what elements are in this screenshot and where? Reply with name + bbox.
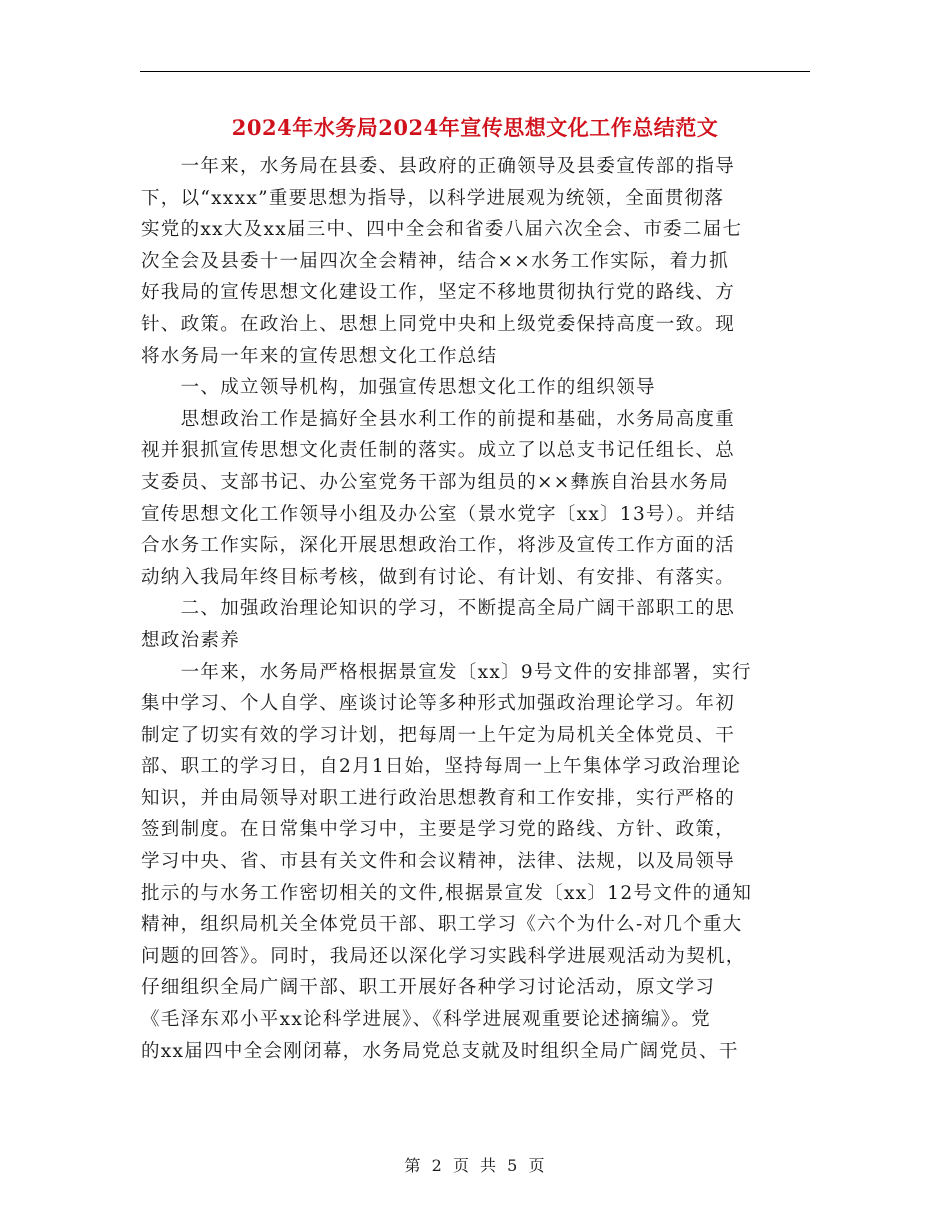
body-line: 下，以“xxxx”重要思想为指导，以科学进展观为统领，全面贯彻落: [141, 187, 725, 209]
body-line: 动纳入我局年终目标考核，做到有讨论、有计划、有安排、有落实。: [141, 566, 736, 588]
body-line: 问题的回答》。同时，我局还以深化学习实践科学进展观活动为契机，: [141, 945, 746, 967]
footer-page-word: 页: [452, 1156, 470, 1175]
body-line: 部、职工的学习日，自2月1日始，坚持每周一上午集体学习政治理论: [141, 756, 742, 778]
body-line: 支委员、支部书记、办公室党务干部为组员的××彝族自治县水务局: [141, 471, 730, 493]
body-line: 《毛泽东邓小平xx论科学进展》、《科学进展观重要论述摘编》。党: [141, 1009, 711, 1031]
body-line: 合水务工作实际，深化开展思想政治工作，将涉及宣传工作方面的活: [141, 535, 736, 557]
footer-total-word: 共: [480, 1156, 498, 1175]
body-line: 批示的与水务工作密切相关的文件,根据景宣发〔xx〕12号文件的通知: [141, 882, 753, 904]
body-line: 二、加强政治理论知识的学习，不断提高全局广阔干部职工的思: [141, 598, 736, 620]
body-line: 一、成立领导机构，加强宣传思想文化工作的组织领导: [141, 377, 656, 399]
body-line: 次全会及县委十一届四次全会精神，结合××水务工作实际，着力抓: [141, 250, 730, 272]
body-line: 一年来，水务局严格根据景宣发〔xx〕9号文件的安排部署，实行: [141, 661, 752, 683]
body-line: 签到制度。在日常集中学习中，主要是学习党的路线、方针、政策，: [141, 819, 736, 841]
document-title: 2024年水务局2024年宣传思想文化工作总结范文: [231, 115, 719, 140]
body-line: 想政治素养: [141, 629, 241, 651]
header-rule: [140, 71, 810, 72]
body-line: 集中学习、个人自学、座谈讨论等多种形式加强政治理论学习。年初: [141, 693, 736, 715]
body-line: 视并狠抓宣传思想文化责任制的落实。成立了以总支书记任组长、总: [141, 440, 736, 462]
body-line: 制定了切实有效的学习计划，把每周一上午定为局机关全体党员、干: [141, 724, 736, 746]
body-line: 一年来，水务局在县委、县政府的正确领导及县委宣传部的指导: [141, 156, 736, 177]
body-line: 学习中央、省、市县有关文件和会议精神，法律、法规，以及局领导: [141, 851, 736, 873]
body-line: 针、政策。在政治上、思想上同党中央和上级党委保持高度一致。现: [141, 313, 736, 335]
body-line: 仔细组织全局广阔干部、职工开展好各种学习讨论活动，原文学习: [141, 977, 716, 999]
footer-suffix: 页: [528, 1156, 546, 1175]
body-line: 知识，并由局领导对职工进行政治思想教育和工作安排，实行严格的: [141, 787, 736, 809]
body-line: 实党的xx大及xx届三中、四中全会和省委八届六次全会、市委二届七: [141, 219, 743, 241]
page-footer: [0, 1153, 950, 1176]
footer-page-number: 2: [431, 1156, 443, 1175]
footer-total-pages: 5: [507, 1156, 519, 1175]
footer-prefix: 第: [404, 1156, 422, 1175]
body-line: 思想政治工作是搞好全县水利工作的前提和基础，水务局高度重: [141, 408, 736, 430]
body-line: 的xx届四中全会刚闭幕，水务局党总支就及时组织全局广阔党员、干: [141, 1040, 739, 1062]
body-line: 好我局的宣传思想文化建设工作，坚定不移地贯彻执行党的路线、方: [141, 282, 736, 304]
body-line: 将水务局一年来的宣传思想文化工作总结: [141, 345, 498, 367]
document-body: [141, 151, 811, 1067]
body-line: 精神，组织局机关全体党员干部、职工学习《六个为什么-对几个重大: [141, 914, 743, 936]
body-line: 宣传思想文化工作领导小组及办公室（景水党字〔xx〕13号）。并结: [141, 503, 736, 525]
